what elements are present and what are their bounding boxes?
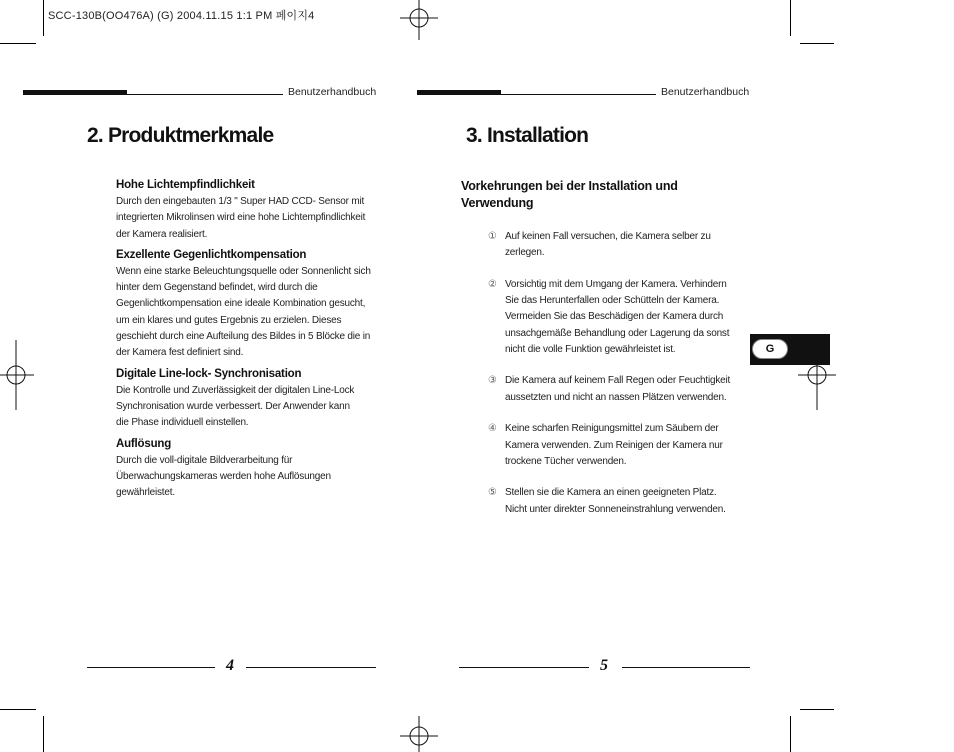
step-marker: ② (488, 278, 497, 290)
list-item (488, 421, 750, 470)
step-marker: ④ (488, 423, 497, 435)
page-title: 3. Installation (466, 124, 589, 147)
crop-mark (790, 716, 791, 752)
feature-item (116, 368, 378, 432)
header-bar-thick (417, 90, 501, 95)
step-marker: ③ (488, 375, 497, 387)
footer-rule (246, 667, 376, 668)
crop-mark (0, 709, 36, 710)
step-text: Die Kamera auf keinem Fall Regen oder Feuchtigkeit aussetzten und nicht an nassen Plätzen verwenden. (505, 375, 731, 403)
precaution-list (488, 229, 750, 533)
step-text: Keine scharfen Reinigungsmittel zum Säubern der Kamera verwenden. Zum Reinigen der Kamera nur trockene Tücher verwenden. (505, 423, 723, 467)
feature-item (116, 179, 378, 243)
header-label: Benutzerhandbuch (288, 86, 377, 98)
feature-text: Wenn eine starke Beleuchtungsquelle oder Sonnenlicht sich hinter dem Gegenstand befindet, wird durch die Gegenlichtkompensation eine ideale Kombination gesucht, um ein klares und gutes Ergebnis zu erzielen. Dieses geschieht durch eine Aufteilung des Bildes in 5 Blöcke die in der Kamera fest definiert sind. (116, 265, 371, 359)
feature-text: Die Kontrolle und Zuverlässigkeit der digitalen Line-Lock Synchronisation wurde verbessert. Der Anwender kann die Phase individuell einstellen. (116, 384, 355, 429)
feature-text: Durch den eingebauten 1/3 " Super HAD CCD- Sensor mit integrierten Mikrolinsen wird eine hohe Lichtempfindlichkeit der Kamera realisiert. (116, 196, 366, 240)
footer-rule (622, 667, 750, 668)
header-bar-thick (23, 90, 127, 95)
page-number: 4 (226, 657, 234, 674)
header-label: Benutzerhandbuch (661, 86, 750, 98)
step-text: Vorsichtig mit dem Umgang der Kamera. Verhindern Sie das Herunterfallen oder Schütteln der Kamera. Vermeiden Sie das Beschädigen der Kamera durch unsachgemäße Behandlung oder Lagerung da sonst nicht die volle Funktion gewährleistet ist. (505, 278, 730, 355)
step-marker: ⑤ (488, 487, 497, 499)
feature-heading: Hohe Lichtempfindlichkeit (116, 179, 255, 191)
feature-item (116, 249, 378, 362)
step-text: Stellen sie die Kamera an einen geeigneten Platz. Nicht unter direkter Sonneneinstrahlung verwenden. (505, 487, 726, 515)
feature-heading: Exzellente Gegenlichtkompensation (116, 248, 307, 261)
crop-mark (43, 716, 44, 752)
step-text: Auf keinen Fall versuchen, die Kamera selber zu zerlegen. (505, 231, 711, 259)
crop-mark (790, 0, 791, 36)
list-item (488, 485, 750, 517)
crop-mark (800, 43, 834, 44)
crop-mark (800, 709, 834, 710)
print-slug: SCC-130B(OO476A) (G) 2004.11.15 1:1 PM 페이지4 (48, 10, 315, 22)
registration-mark-icon (398, 716, 440, 752)
feature-heading: Digitale Line-lock- Synchronisation (116, 367, 302, 380)
footer-rule (459, 667, 589, 668)
page-number: 5 (600, 657, 608, 674)
footer-rule (87, 667, 215, 668)
registration-mark-icon (0, 340, 34, 410)
feature-list (116, 179, 378, 507)
crop-mark (43, 0, 44, 36)
header-rule (501, 94, 656, 95)
list-item (488, 277, 750, 358)
feature-heading: Auflösung (116, 437, 172, 450)
section-subheading: Vorkehrungen bei der Installation und Verwendung (461, 179, 678, 210)
registration-mark-icon (398, 0, 440, 40)
list-item (488, 373, 750, 405)
page-title: 2. Produktmerkmale (87, 124, 274, 147)
crop-mark (0, 43, 36, 44)
header-rule (127, 94, 283, 95)
feature-text: Durch die voll-digitale Bildverarbeitung für Überwachungskameras werden hohe Auflösungen gewährleistet. (116, 454, 331, 499)
feature-item (116, 438, 378, 502)
language-tab-label: G (752, 339, 788, 359)
step-marker: ① (488, 231, 497, 242)
list-item (488, 229, 750, 261)
